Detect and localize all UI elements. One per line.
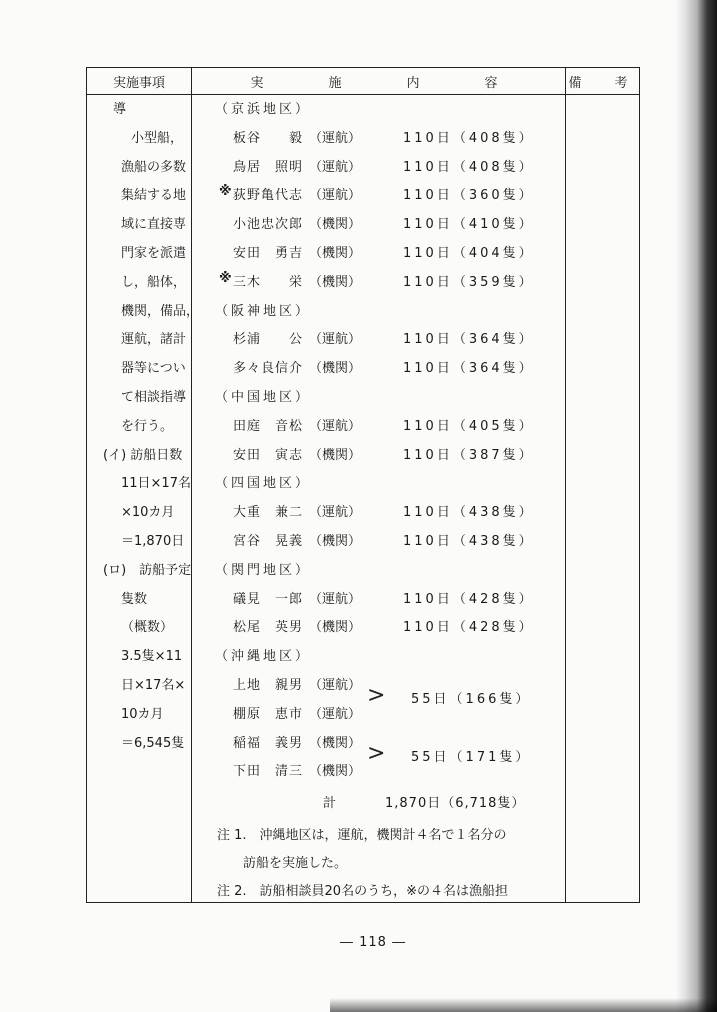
visit-days-count: 110日（364隻） (403, 332, 535, 348)
visit-days-count: 110日（408隻） (403, 159, 535, 175)
region-heading: （中国地区） (215, 390, 312, 405)
counselor-name: 松尾 英男 (233, 620, 304, 636)
counselor-role: （機関） (309, 361, 362, 377)
implementation-item-line: ＝1,870日 (121, 534, 185, 549)
counselor-name: 下田 清三 (233, 764, 304, 780)
counselor-name: 田庭 音松 (233, 418, 304, 434)
implementation-item-line: (ロ) 訪船予定 (103, 562, 192, 578)
visit-days-count: 110日（438隻） (403, 505, 535, 521)
counselor-role: （機関） (309, 447, 362, 463)
book-binding-shadow (683, 0, 717, 1012)
counselor-role: （機関） (309, 274, 362, 290)
total-value: 1,870日（6,718隻） (385, 796, 526, 811)
counselor-name: 三木 栄 (233, 274, 304, 290)
implementation-item-line: (イ) 訪船日数 (103, 447, 183, 463)
counselor-name: 小池忠次郎 (233, 217, 304, 233)
implementation-item-line: て相談指導 (121, 390, 187, 405)
counselor-name: 大重 兼二 (233, 505, 304, 521)
note-2: 注 2. 訪船相談員20名のうち，※の４名は漁船担 (217, 884, 508, 899)
visit-days-count: 110日（405隻） (403, 418, 535, 434)
counselor-name: 杉浦 公 (233, 332, 304, 348)
implementation-item-line: し，船体， (121, 274, 187, 290)
region-heading: （関門地区） (215, 562, 312, 578)
counselor-role: （運航） (309, 706, 362, 722)
counselor-role: （機関） (309, 246, 362, 261)
visit-days-count: 55日（171隻） (411, 749, 532, 765)
implementation-item-line: （概数） (121, 620, 174, 636)
note-1: 注 1. 沖縄地区は，運航，機関計４名で１名分の (217, 828, 507, 843)
implementation-item-line: 日×17名× (121, 678, 186, 693)
implementation-item-line: 3.5隻×11 (121, 649, 183, 665)
counselor-name: 板谷 毅 (233, 130, 304, 146)
visit-days-count: 110日（410隻） (403, 217, 535, 233)
counselor-name: 宮谷 晃義 (233, 534, 304, 549)
implementation-item-line: 11日×17名 (121, 476, 191, 492)
implementation-item-line: 門家を派遣 (121, 246, 187, 261)
implementation-item-line: 漁船の多数 (121, 159, 187, 175)
region-heading: （阪神地区） (215, 303, 312, 319)
page-number: ― 118 ― (340, 935, 407, 950)
plan-table (86, 67, 640, 903)
counselor-role: （機関） (309, 217, 362, 233)
counselor-name: 上地 親男 (233, 678, 304, 693)
implementation-item-line: 器等につい (121, 361, 186, 377)
visit-days-count: 110日（364隻） (403, 361, 535, 377)
counselor-role: （機関） (309, 735, 362, 751)
visit-days-count: 55日（166隻） (411, 692, 532, 707)
counselor-role: （運航） (309, 505, 362, 521)
visit-days-count: 110日（360隻） (403, 188, 535, 204)
visit-days-count: 110日（387隻） (403, 447, 535, 463)
visit-days-count: 110日（359隻） (403, 274, 535, 290)
counselor-role: （機関） (309, 620, 362, 636)
implementation-item-line: 小型船， (131, 130, 184, 146)
counselor-name: 荻野亀代志 (233, 188, 304, 204)
note-1-continued: 訪船を実施した。 (243, 856, 348, 871)
counselor-name: 多々良信介 (233, 361, 304, 377)
implementation-item-line: ＝6,545隻 (121, 735, 185, 751)
bracket-symbol: > (367, 740, 386, 766)
counselor-role: （運航） (309, 159, 362, 175)
implementation-item-line: 運航，諸計 (121, 332, 187, 348)
visit-days-count: 110日（428隻） (403, 591, 535, 607)
visit-days-count: 110日（404隻） (403, 246, 535, 261)
counselor-name: 稲福 義男 (233, 735, 304, 751)
visit-days-count: 110日（408隻） (403, 130, 535, 146)
counselor-role: （運航） (309, 591, 362, 607)
visit-days-count: 110日（438隻） (403, 534, 535, 549)
header-implementation-item: 実施事項 (112, 76, 165, 91)
counselor-role: （運航） (309, 130, 362, 146)
counselor-fishing-mark: ※ (219, 270, 232, 286)
counselor-role: （機関） (309, 534, 362, 549)
implementation-item-line: 域に直接専 (121, 217, 187, 233)
implementation-item-line: ×10カ月 (121, 505, 175, 521)
counselor-role: （機関） (309, 764, 362, 780)
visit-days-count: 110日（428隻） (403, 620, 535, 636)
implementation-item-line: 集結する地 (121, 188, 187, 204)
counselor-name: 安田 勇吉 (233, 246, 304, 261)
counselor-name: 安田 寅志 (233, 447, 304, 463)
counselor-name: 鳥居 照明 (233, 159, 304, 175)
implementation-item-line: 導 (113, 102, 127, 117)
counselor-role: （運航） (309, 678, 362, 693)
total-label: 計 (323, 796, 337, 811)
region-heading: （四国地区） (215, 476, 312, 492)
counselor-role: （運航） (309, 332, 362, 348)
counselor-name: 礒見 一郎 (233, 591, 304, 607)
implementation-item-line: 隻数 (121, 591, 148, 607)
header-remarks: 備 考 (568, 76, 638, 91)
region-heading: （京浜地区） (215, 102, 312, 117)
bracket-symbol: > (367, 683, 386, 708)
counselor-role: （運航） (309, 188, 362, 204)
counselor-fishing-mark: ※ (219, 184, 232, 200)
header-implementation-content: 実 施 内 容 (250, 76, 524, 91)
counselor-role: （運航） (309, 418, 362, 434)
implementation-item-line: 10カ月 (121, 706, 164, 722)
implementation-item-line: を行う。 (121, 418, 174, 434)
implementation-item-line: 機関，備品， (121, 303, 200, 319)
region-heading: （沖縄地区） (215, 649, 312, 665)
counselor-name: 棚原 恵市 (233, 706, 304, 722)
